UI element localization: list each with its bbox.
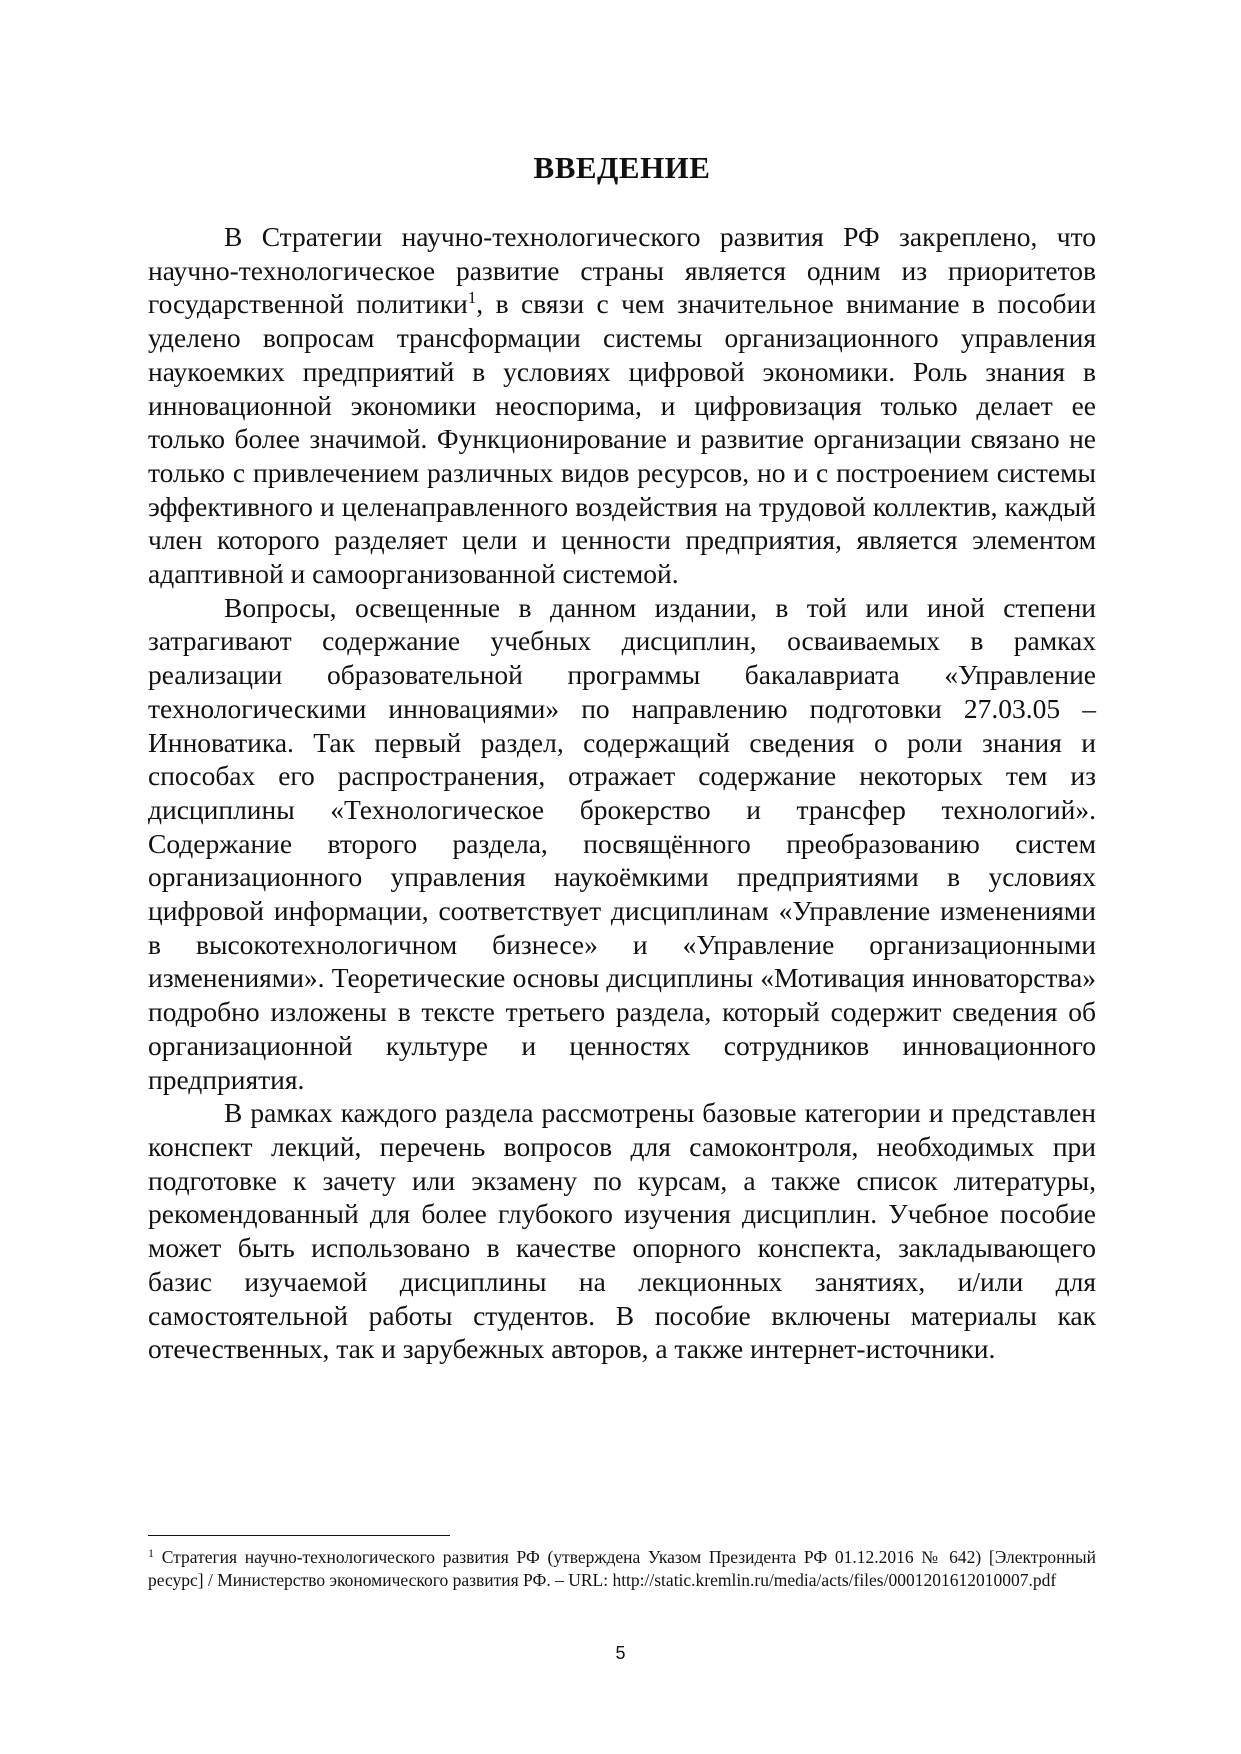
paragraph-1-text-b: , в связи с чем значительное внимание в пособии уделено вопросам трансформации системы организационного управления наукоемких предприятий в условиях цифровой экономики. Роль знания в инновационной экономики неоспорима, и цифровизация только делает ее только более значимой. Функционирование и развитие организации связано не только с привлечением различных видов ресурсов, но и с построением системы эффективного и целенаправленного воздействия на трудовой коллектив, каждый член которого разделяет цели и ценности предприятия, является элементом адаптивной и самоорганизованной системой. [148, 288, 1096, 590]
paragraph-1-text-a: В Стратегии научно-технологического развития РФ закреплено, что научно-технологическое развитие страны является одним из приоритетов государственной политики [148, 221, 1096, 320]
page-number: 5 [615, 1643, 626, 1663]
footnote-separator [148, 1535, 450, 1536]
footnote-reference[interactable]: 1 [467, 288, 477, 308]
paragraph-2: Вопросы, освещенные в данном издании, в той или иной степени затрагивают содержание учебных дисциплин, осваиваемых в рамках реализации образовательной программы бакалавриата «Управление технологическими инновациями» по направлению подготовки 27.03.05 – Инноватика. Так первый раздел, содержащий сведения о роли знания и способах его распространения, отражает содержание некоторых тем из дисциплины «Технологическое брокерство и трансфер технологий». Содержание второго раздела, посвящённого преобразованию систем организационного управления наукоёмкими предприятиями в условиях цифровой информации, соответствует дисциплинам «Управление изменениями в высокотехнологичном бизнесе» и «Управление организационными изменениями». Теоретические основы дисциплины «Мотивация инноваторства» подробно изложены в тексте третьего раздела, который содержит сведения об организационной культуре и ценностях сотрудников инновационного предприятия. [148, 591, 1096, 1095]
body-text [148, 220, 1096, 1366]
footnote-marker: 1 [148, 1546, 154, 1560]
paragraph-3: В рамках каждого раздела рассмотрены базовые категории и представлен конспект лекций, перечень вопросов для самоконтроля, необходимых при подготовке к зачету или экзамену по курсам, а также список литературы, рекомендованный для более глубокого изучения дисциплин. Учебное пособие может быть использовано в качестве опорного конспекта, закладывающего базис изучаемой дисциплины на лекционных занятиях, и/или для самостоятельной работы студентов. В пособие включены материалы как отечественных, так и зарубежных авторов, а также интернет-источники. [148, 1097, 1096, 1365]
footnote-text: Стратегия научно-технологического развития РФ (утверждена Указом Президента РФ 01.12.2016 № 642) [Электронный ресурс] / Министерство экономического развития РФ. – URL: [148, 1547, 1096, 1590]
footnote-url-link[interactable]: http://static.kremlin.ru/media/acts/files/0001201612010007.pdf [612, 1569, 1057, 1590]
paragraph-1 [148, 220, 1096, 591]
section-heading: ВВЕДЕНИЕ [533, 150, 711, 185]
footnote [148, 1546, 1096, 1591]
